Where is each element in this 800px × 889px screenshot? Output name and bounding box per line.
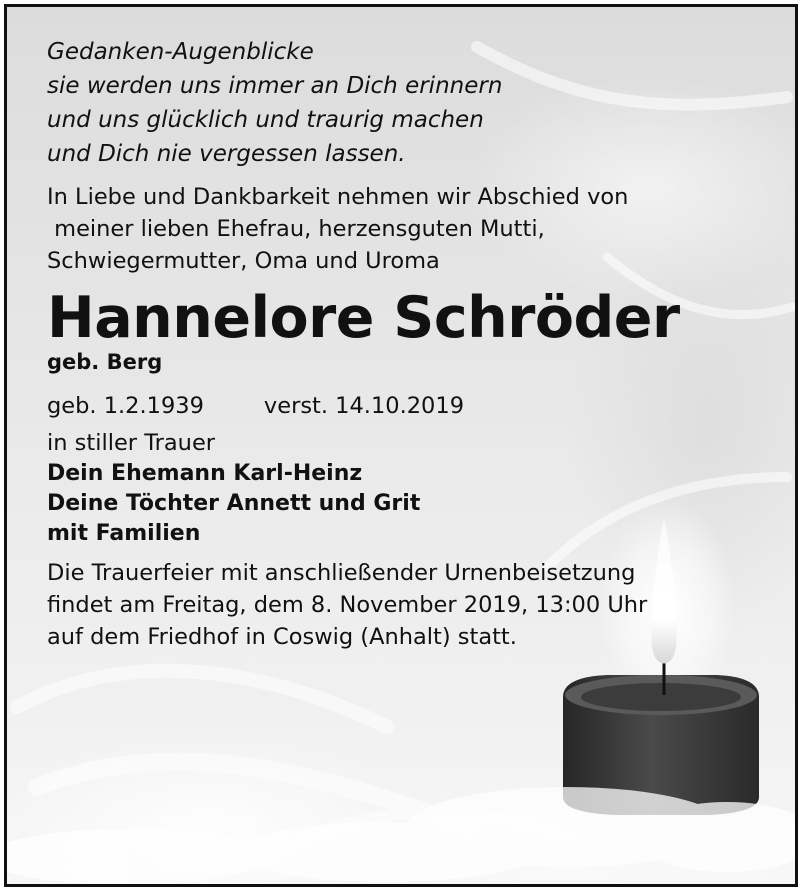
funeral-service-info [47, 557, 767, 653]
obituary-notice [4, 4, 798, 887]
service-line: findet am Freitag, dem 8. November 2019, 13:00 Uhr [47, 592, 648, 618]
service-line: auf dem Friedhof in Coswig (Anhalt) statt. [47, 624, 517, 650]
poem-line: sie werden uns immer an Dich erinnern [47, 73, 503, 99]
mourner-line: mit Familien [47, 521, 201, 546]
mourner-line: Dein Ehemann Karl-Heinz [47, 461, 363, 486]
intro-line: meiner lieben Ehefrau, herzensguten Mutti, [47, 216, 545, 242]
mourner-line: Deine Töchter Annett und Grit [47, 491, 421, 516]
maiden-name: geb. Berg [47, 350, 163, 374]
poem [47, 35, 767, 171]
intro-line: Schwiegermutter, Oma und Uroma [47, 248, 440, 274]
mourners-list [47, 459, 767, 549]
obituary-text [47, 35, 767, 653]
birth-date: geb. 1.2.1939 [47, 393, 204, 419]
poem-line: Gedanken-Augenblicke [47, 39, 314, 65]
deceased-name: Hannelore Schröder [47, 285, 680, 351]
poem-line: und Dich nie vergessen lassen. [47, 141, 406, 167]
death-date: verst. 14.10.2019 [263, 393, 465, 419]
poem-line: und uns glücklich und traurig machen [47, 107, 484, 133]
farewell-intro [47, 181, 767, 277]
service-line: Die Trauerfeier mit anschließender Urnenbeisetzung [47, 560, 636, 586]
mourning-intro: in stiller Trauer [47, 430, 216, 456]
life-dates [47, 391, 767, 421]
intro-line: In Liebe und Dankbarkeit nehmen wir Abschied von [47, 184, 629, 210]
